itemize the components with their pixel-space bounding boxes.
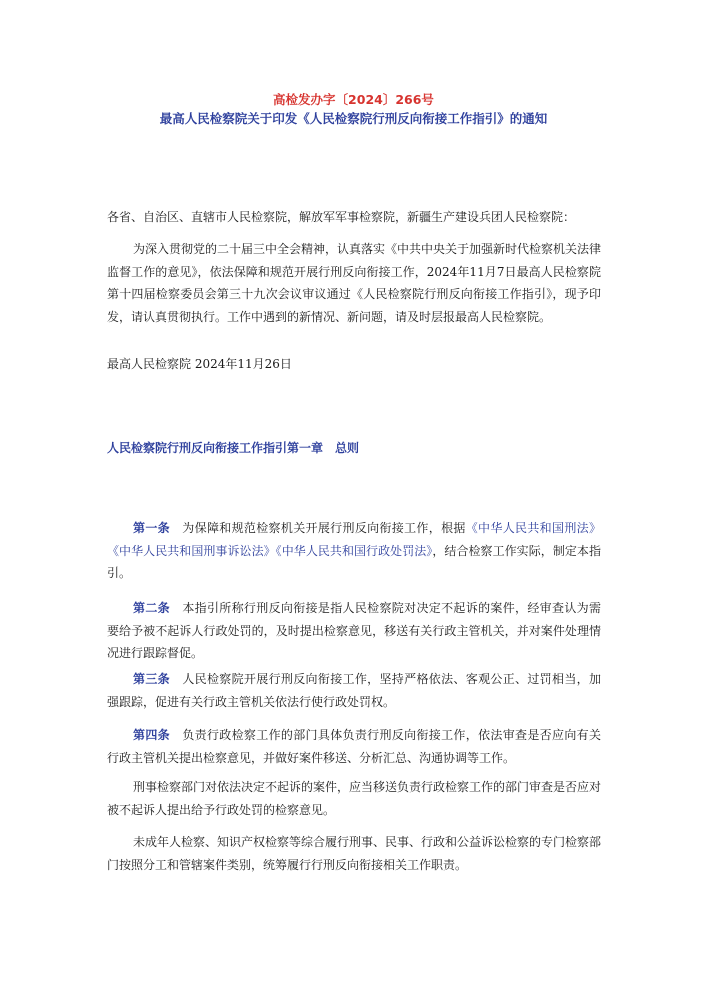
article-1: [107, 517, 601, 585]
document-number: 高检发办字〔2024〕266号: [273, 92, 434, 107]
article-4-paragraph-2: 刑事检察部门对依法决定不起诉的案件，应当移送负责行政检察工作的部门审查是否应对被不起诉人提出给予行政处罚的检察意见。: [107, 780, 602, 817]
article-3: [107, 668, 601, 713]
article-4: [107, 724, 601, 769]
article-1-text-a: 为保障和规范检察机关开展行刑反向衔接工作，根据: [182, 521, 466, 535]
article-1-text-b: ，结合检察工作实际，制定本指引。: [107, 543, 601, 580]
article-4-text: 负责行政检察工作的部门具体负责行刑反向衔接工作，依法审查是否应向有关行政主管机关提出检察意见，并做好案件移送、分析汇总、沟通协调等工作。: [107, 728, 601, 765]
law-link-criminal-procedure-law[interactable]: 《中华人民共和国刑事诉讼法》: [107, 543, 276, 558]
article-3-text: 人民检察院开展行刑反向衔接工作，坚持严格依法、客观公正、过罚相当，加强跟踪，促进有关行政主管机关依法行使行政处罚权。: [107, 672, 601, 709]
notice-body: 为深入贯彻党的二十届三中全会精神，认真落实《中共中央关于加强新时代检察机关法律监督工作的意见》，依法保障和规范开展行刑反向衔接工作，2024年11月7日最高人民检察院第十四届检察委员会第三十九次会议审议通过《人民检察院行刑反向衔接工作指引》，现予印发，请认真贯彻执行。工作中遇到的新情况、新问题，请及时层报最高人民检察院。: [107, 242, 602, 324]
guide-chapter-heading: 人民检察院行刑反向衔接工作指引第一章 总则: [107, 441, 360, 455]
article-1-label: 第一条: [133, 521, 170, 535]
document-title: 最高人民检察院关于印发《人民检察院行刑反向衔接工作指引》的通知: [159, 111, 548, 126]
article-2-text: 本指引所称行刑反向衔接是指人民检察院对决定不起诉的案件，经审查认为需要给予被不起诉人行政处罚的，及时提出检察意见，移送有关行政主管机关，并对案件处理情况进行跟踪督促。: [107, 601, 601, 660]
notice-addressee: 各省、自治区、直辖市人民检察院，解放军军事检察院，新疆生产建设兵团人民检察院：: [107, 210, 576, 224]
law-link-criminal-law[interactable]: 《中华人民共和国刑法》: [465, 521, 601, 535]
notice-signature: 最高人民检察院 2024年11月26日: [107, 357, 292, 371]
article-2-label: 第二条: [133, 601, 170, 615]
article-4-label: 第四条: [133, 728, 170, 742]
article-3-label: 第三条: [133, 672, 170, 686]
article-2: [107, 597, 601, 665]
article-4-paragraph-3: 未成年人检察、知识产权检察等综合履行刑事、民事、行政和公益诉讼检察的专门检察部门按照分工和管辖案件类别，统筹履行行刑反向衔接相关工作职责。: [107, 835, 602, 872]
law-link-administrative-penalty-law[interactable]: 《中华人民共和国行政处罚法》: [275, 543, 433, 558]
